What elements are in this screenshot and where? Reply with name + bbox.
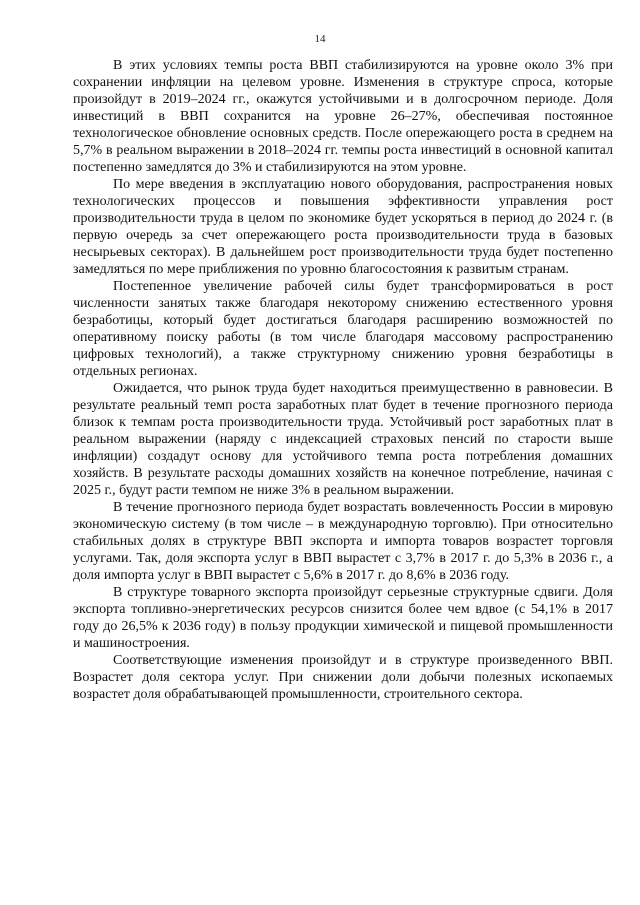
page-number: 14 — [314, 33, 326, 45]
paragraph-labor-productivity: По мере введения в эксплуатацию нового оборудования, распространения новых технологических процессов и повышения эффективности управления рост производительности труда в целом по экономике будет ускоряться в период до 2024 г. (в первую очередь за счет опережающего роста производительности труда в базовых несырьевых секторах). В дальнейшем рост производительности труда будет постепенно замедляться по мере приближения по уровню благосостояния к развитым странам. — [73, 177, 613, 277]
paragraph-gdp-growth: В этих условиях темпы роста ВВП стабилизируются на уровне около 3% при сохранении инфляции на целевом уровне. Изменения в структуре спроса, которые произойдут в 2019–2024 гг., окажутся устойчивыми и в долгосрочном периоде. Доля инвестиций в ВВП сохранится на уровне 26–27%, обеспечивая постоянное технологическое обновление основных средств. После опережающего роста в среднем на 5,7% в реальном выражении в 2018–2024 гг. темпы роста инвестиций в основной капитал постепенно замедлятся до 3% и стабилизируются на этом уровне. — [73, 58, 613, 175]
paragraph-labor-market: Ожидается, что рынок труда будет находиться преимущественно в равновесии. В результате реальный темп роста заработных плат будет в течение прогнозного периода близок к темпам роста производительности труда. Устойчивый рост заработных плат в реальном выражении (наряду с индексацией страховых пенсий по старости выше инфляции) создадут основу для устойчивого темпа роста потребления домашних хозяйств. В результате расходы домашних хозяйств на конечное потребление, начиная с 2025 г., будут расти темпом не ниже 3% в реальном выражении. — [73, 381, 613, 498]
paragraph-world-economy: В течение прогнозного периода будет возрастать вовлеченность России в мировую экономическую систему (в том числе – в международную торговлю). При относительно стабильных долях в структуре ВВП экспорта и импорта товаров возрастет торговля услугами. Так, доля экспорта услуг в ВВП вырастет с 3,7% в 2017 г. до 5,3% в 2036 г., а доля импорта услуг в ВВП вырастет с 5,6% в 2017 г. до 8,6% в 2036 году. — [73, 500, 613, 583]
paragraph-gdp-structure: Соответствующие изменения произойдут и в структуре произведенного ВВП. Возрастет доля сектора услуг. При снижении доли добычи полезных ископаемых возрастет доля обрабатывающей промышленности, строительного сектора. — [73, 653, 613, 702]
paragraph-export-structure: В структуре товарного экспорта произойдут серьезные структурные сдвиги. Доля экспорта топливно-энергетических ресурсов снизится более чем вдвое (с 54,1% в 2017 году до 26,5% к 2036 году) в пользу продукции химической и пищевой промышленности и машиностроения. — [73, 585, 613, 651]
paragraph-workforce: Постепенное увеличение рабочей силы будет трансформироваться в рост численности занятых также благодаря некоторому снижению естественного уровня безработицы, который будет достигаться благодаря расширению возможностей по оперативному поиску работы (в том числе благодаря массовому распространению цифровых технологий), а также структурному снижению уровня безработицы в отдельных регионах. — [73, 279, 613, 379]
body-text — [73, 57, 613, 703]
